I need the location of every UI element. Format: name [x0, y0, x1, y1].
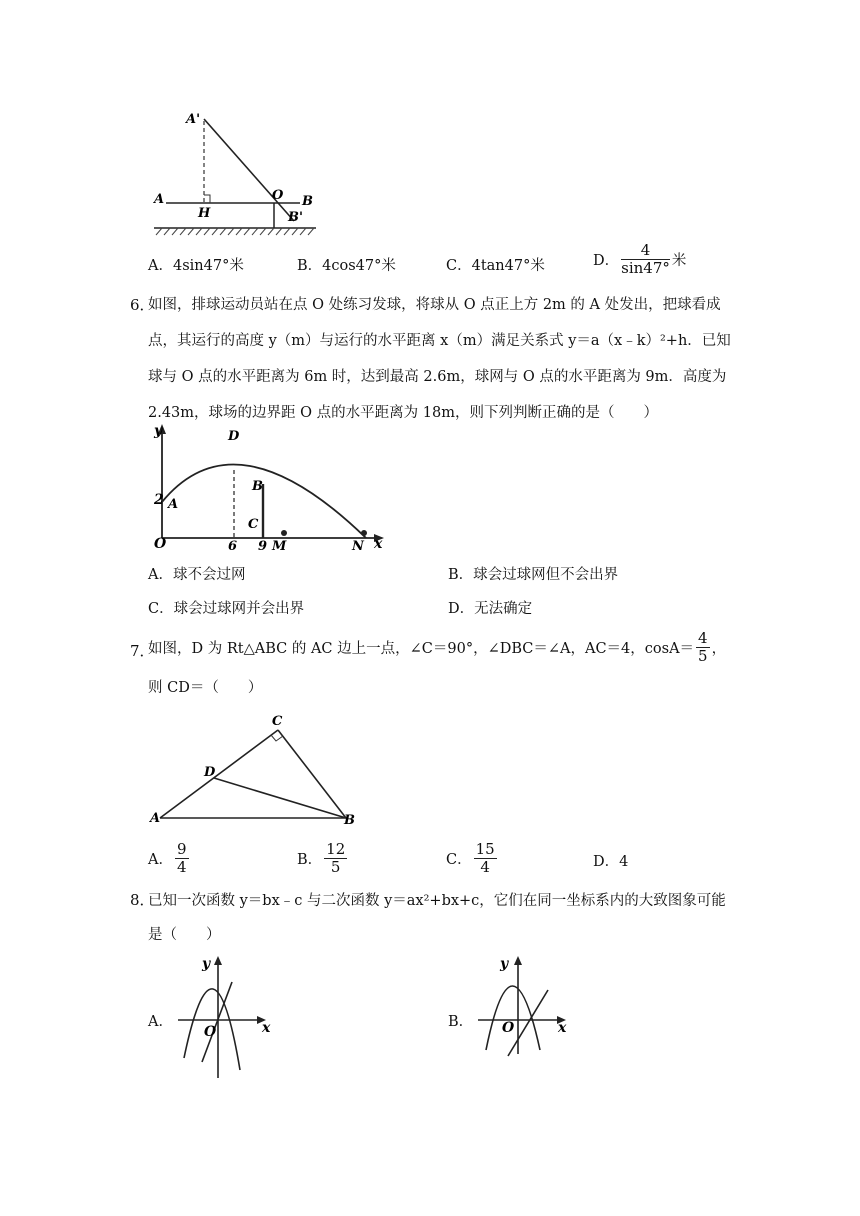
fig6-label-9: 9 — [258, 539, 268, 554]
question-6-figure — [148, 420, 393, 555]
fig6-label-2: 2 — [154, 492, 164, 508]
fig7-label-c: C — [272, 714, 283, 729]
fig7-label-b: B — [344, 813, 355, 828]
q7-option-a[interactable]: A． $\frac{9}{4}$ — [148, 840, 187, 876]
q8b-label-o: O — [502, 1020, 515, 1036]
fig6-label-n: N — [352, 539, 364, 554]
q7-option-c[interactable]: C． $\frac{15}{4}$ — [446, 840, 495, 876]
q8b-label-y: y — [500, 956, 509, 972]
fig6-label-o: O — [154, 536, 167, 552]
fig5-label-b-prime: B' — [288, 210, 303, 225]
fig6-label-6: 6 — [228, 539, 238, 554]
q6-stem: 如图，排球运动员站在点 O 处练习发球，将球从 O 点正上方 2m 的 A 处发出，把球看成 点，其运行的高度 y（m）与运行的水平距离 x（m）满足关系式 y＝a（x﹣k）²+h．已知 球与 O 点的水平距离为 6m 时，达到最高 2.6m，球网与 O 点的水平距离为 9m．高度为 2.43m，球场的边界距 O 点的水平距离为 18m，则下列判断正确的是（ ） — [148, 297, 731, 421]
q8a-label-x: x — [262, 1020, 271, 1036]
fig5-label-h: H — [198, 206, 211, 221]
q8b-label-x: x — [558, 1020, 567, 1036]
q6-option-d[interactable]: D．无法确定 — [448, 601, 533, 617]
q6-option-b[interactable]: B．球会过球网但不会出界 — [448, 567, 619, 583]
q8-line1: 已知一次函数 y＝bx﹣c 与二次函数 y＝ax²+bx+c，它们在同一坐标系内的大致图象可能 — [148, 893, 726, 909]
q8-option-a-graph — [170, 950, 280, 1085]
fig7-label-d: D — [204, 765, 216, 780]
q5-option-d-fraction: $\frac{4}{\sin 47^\circ}$ — [621, 241, 670, 277]
question-7-figure — [148, 708, 363, 830]
q6-number: 6． — [130, 296, 155, 314]
q6-option-a[interactable]: A．球不会过网 — [148, 567, 246, 583]
fig6-label-d: D — [228, 429, 240, 444]
q7-line2: 则 CD＝（ ） — [148, 680, 263, 696]
fig5-label-a-prime: A' — [186, 112, 201, 127]
fig5-label-o: O — [272, 188, 284, 203]
q8a-label-y: y — [202, 956, 211, 972]
q7-line1: 如图，D 为 Rt△ABC 的 AC 边上一点，∠C＝90°，∠DBC＝∠A，AC＝4，cosA＝ $\frac{4}{5}$ ， — [148, 628, 727, 665]
fig5-label-a: A — [154, 192, 165, 207]
fig6-label-m: M — [272, 539, 287, 554]
q6-option-c[interactable]: C．球会过球网并会出界 — [148, 601, 305, 617]
fig6-label-c: C — [248, 517, 259, 532]
q5-option-d[interactable]: D． $\frac{4}{\sin 47^\circ}$ 米 — [593, 241, 687, 277]
q7-number: 7． — [130, 642, 155, 660]
q8-line2: 是（ ） — [148, 927, 221, 943]
q7-option-b[interactable]: B． $\frac{12}{5}$ — [297, 840, 346, 876]
fig7-label-a: A — [150, 811, 161, 826]
q5-option-c[interactable]: C．4tan47°米 — [446, 258, 545, 274]
q5-option-b[interactable]: B．4cos47°米 — [297, 258, 396, 274]
fig5-label-b: B — [302, 194, 313, 209]
q5-option-a[interactable]: A．4sin47°米 — [148, 258, 244, 274]
q8a-label-o: O — [204, 1024, 217, 1040]
fig6-label-b: B — [252, 479, 263, 494]
fig6-label-a: A — [168, 497, 179, 512]
q8-number: 8． — [130, 891, 155, 909]
q8-option-b-graph — [470, 950, 580, 1060]
q7-cos-fraction: $\frac{4}{5}$ — [698, 628, 708, 665]
fig6-label-x: x — [374, 536, 383, 552]
q8-option-b[interactable]: B． — [448, 1014, 474, 1030]
q8-option-a[interactable]: A． — [148, 1014, 173, 1030]
fig6-label-y: y — [154, 423, 163, 439]
q7-option-d[interactable]: D．4 — [593, 854, 629, 870]
question-5-figure — [148, 105, 328, 240]
